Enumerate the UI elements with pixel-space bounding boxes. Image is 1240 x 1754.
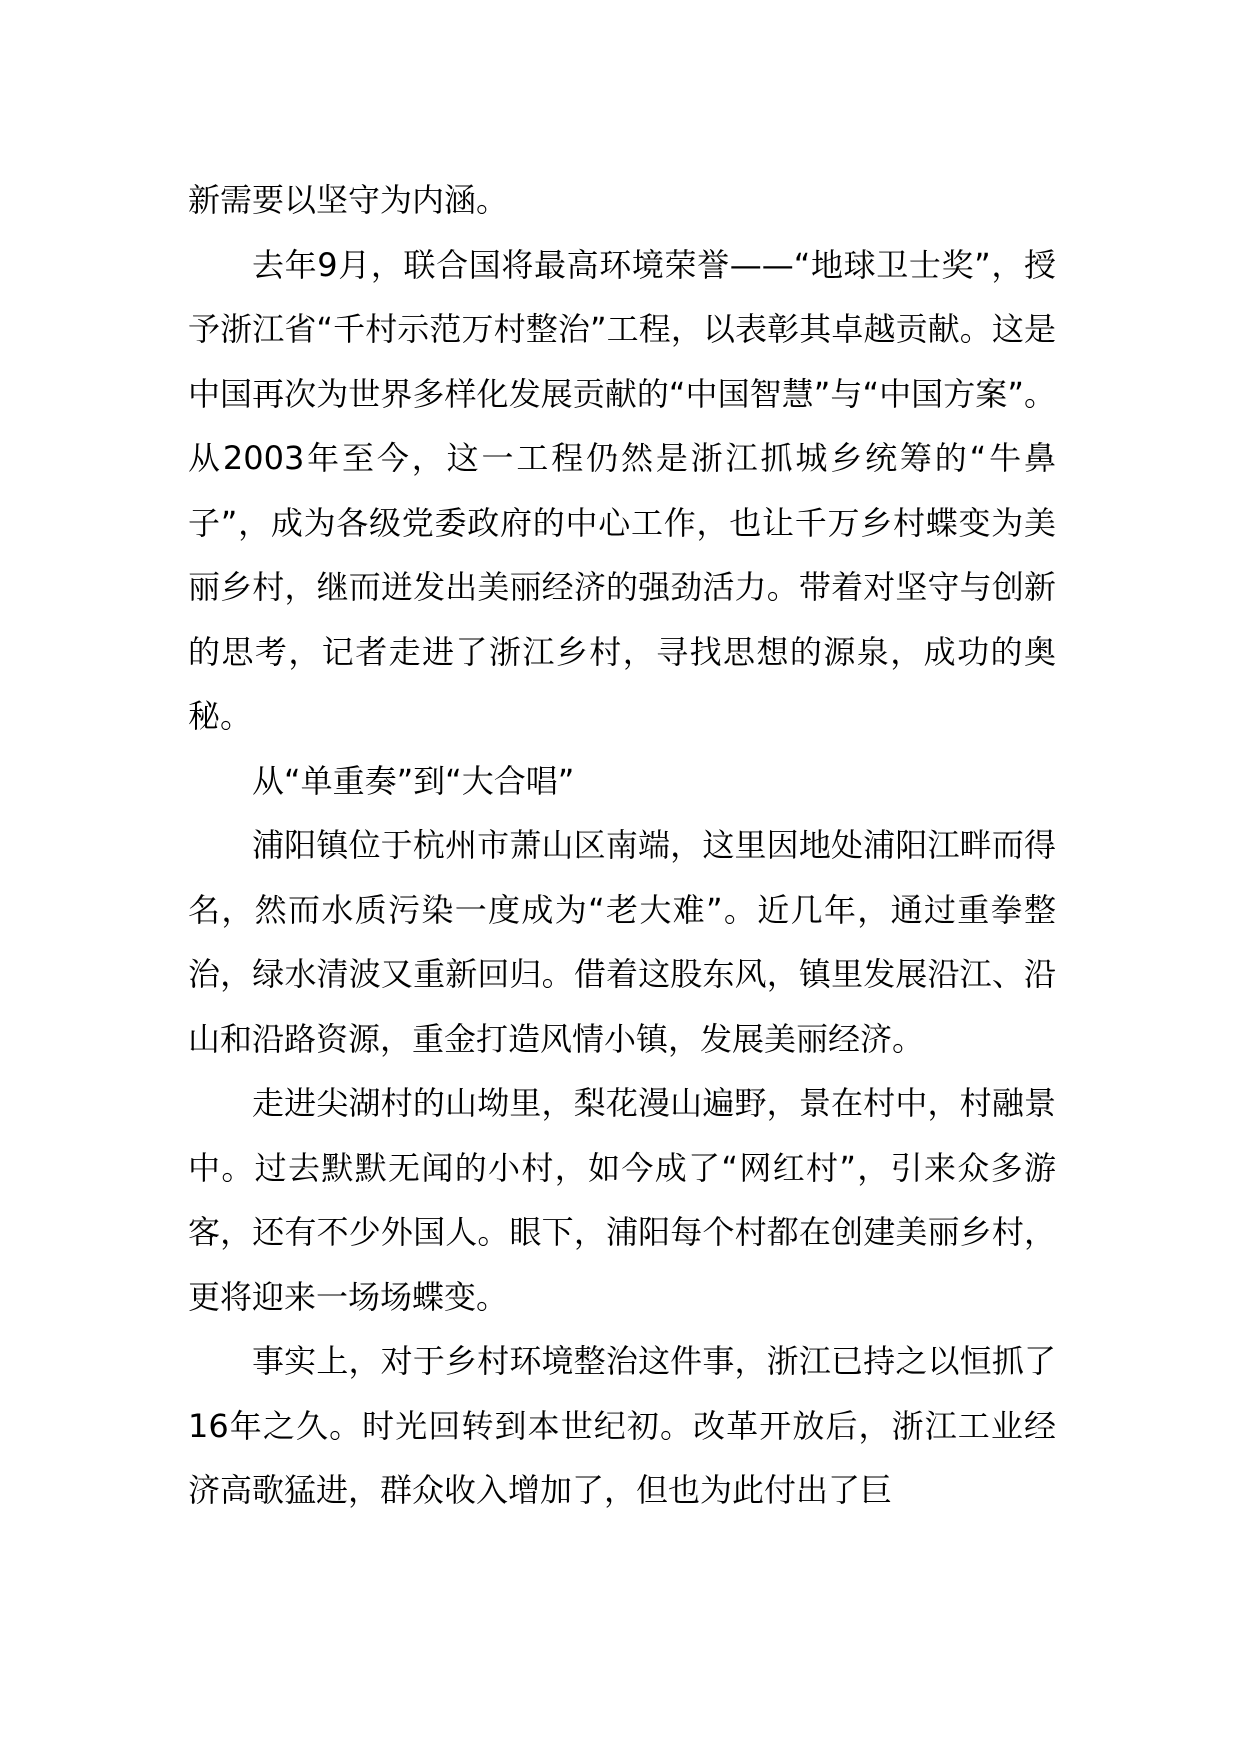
paragraph-environment-history: 事实上，对于乡村环境整治这件事，浙江已持之以恒抓了16年之久。时光回转到本世纪初。改革开放后，浙江工业经济高歌猛进，群众收入增加了，但也为此付出了巨 [188, 1342, 1056, 1509]
document-page [188, 168, 1056, 1523]
section-heading: 从“单重奏”到“大合唱” [252, 761, 575, 800]
paragraph-earth-award: 去年9月，联合国将最高环境荣誉——“地球卫士奖”，授予浙江省“千村示范万村整治”工程，以表彰其卓越贡献。这是中国再次为世界多样化发展贡献的“中国智慧”与“中国方案”。从2003年至今，这一工程仍然是浙江抓城乡统筹的“牛鼻子”，成为各级党委政府的中心工作，也让千万乡村蝶变为美丽乡村，继而迸发出美丽经济的强劲活力。带着对坚守与创新的思考，记者走进了浙江乡村，寻找思想的源泉，成功的奥秘。 [188, 245, 1056, 735]
paragraph-jianhu-village: 走进尖湖村的山坳里，梨花漫山遍野，景在村中，村融景中。过去默默无闻的小村，如今成了“网红村”，引来众多游客，还有不少外国人。眼下，浦阳每个村都在创建美丽乡村，更将迎来一场场蝶变。 [188, 1084, 1056, 1316]
paragraph-puyang-town: 浦阳镇位于杭州市萧山区南端，这里因地处浦阳江畔而得名，然而水质污染一度成为“老大难”。近几年，通过重拳整治，绿水清波又重新回归。借着这股东风，镇里发展沿江、沿山和沿路资源，重金打造风情小镇，发展美丽经济。 [188, 826, 1056, 1058]
paragraph-continuation: 新需要以坚守为内涵。 [188, 181, 509, 219]
